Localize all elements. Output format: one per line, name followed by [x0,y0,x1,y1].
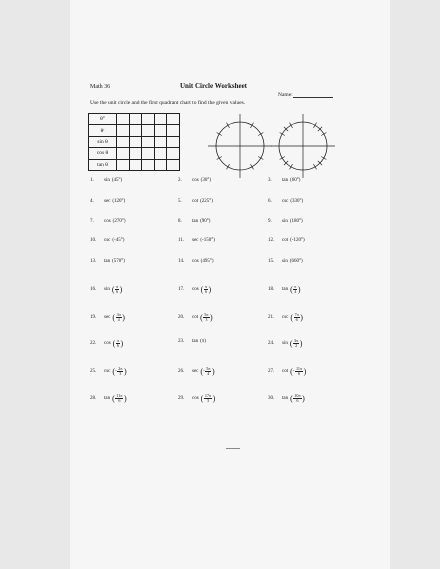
trig-function: sin [282,259,288,264]
angle-argument: (225°) [200,199,213,204]
angle-fraction [294,313,300,322]
left-paren: ( [200,312,203,322]
chart-blank-cell[interactable] [117,125,130,136]
name-label: Name: [278,92,293,98]
angle-fraction [116,339,120,348]
problem-number: 8. [178,219,182,224]
right-paren: ) [302,393,305,403]
left-paren: ( [290,284,293,294]
chart-blank-cell[interactable] [167,159,180,170]
angle-fraction [204,285,208,294]
angle-fraction [115,285,119,294]
left-paren: ( [289,338,293,348]
trig-function: csc [282,199,289,204]
problem-item [90,259,125,264]
problem-number: 30. [268,396,275,402]
right-paren: ) [123,366,127,376]
instructions-text: Use the unit circle and the first quadrant chart to find the given values. [90,100,246,106]
left-paren: ( [290,393,293,403]
problem-number: 11. [178,238,185,243]
problem-item [268,394,305,403]
trig-function: cos [192,259,199,264]
problem-item [178,219,210,224]
problem-item [178,199,213,204]
problem-number: 7. [90,219,94,224]
problem-number: 2. [178,178,182,183]
right-paren: ) [300,312,303,322]
left-paren: ( [111,284,115,294]
angle-argument: (660°) [289,259,303,264]
angle-fraction [115,394,123,403]
problem-number: 19. [90,315,97,321]
problem-number: 21. [268,315,275,321]
chart-blank-cell[interactable] [154,136,167,147]
fraction-numerator: π [116,338,119,343]
trig-function: tan [104,259,111,264]
problem-item [90,367,127,376]
first-quadrant-chart [88,113,180,171]
problem-number: 20. [178,315,185,321]
chart-blank-cell[interactable] [154,125,167,136]
right-paren: ) [210,312,213,322]
angle-fraction [205,367,211,376]
problem-item [268,199,303,204]
trig-function: cot [282,369,289,375]
angle-fraction [203,313,209,322]
problem-item [90,394,127,403]
angle-argument: (90°) [200,219,211,224]
problem-number: 27. [268,369,275,375]
angle-argument: (60°) [290,178,301,183]
trig-function: tan [282,396,289,402]
chart-blank-cell[interactable] [142,148,155,159]
left-paren: ( [112,366,116,376]
trig-function: tan [282,178,289,183]
trig-function: cos [192,178,199,183]
trig-function: cot [192,315,199,321]
problem-number: 29. [178,396,185,402]
right-paren: ) [122,312,125,322]
problem-item [90,199,125,204]
chart-blank-cell[interactable] [142,159,155,170]
problem-number: 10. [90,238,97,243]
problem-number: 15. [268,259,275,264]
trig-function: cos [192,396,199,402]
trig-function: csc [282,315,289,321]
trig-function: sec [104,199,111,204]
chart-blank-cell[interactable] [142,125,155,136]
trig-function: sin [282,219,288,224]
angle-fraction [293,285,297,294]
problem-item [90,313,125,322]
problem-item [90,219,126,224]
trig-function: sin [282,341,288,347]
chart-row [89,114,180,125]
chart-blank-cell[interactable] [117,114,130,125]
trig-function: sin [104,287,110,293]
trig-function: cot [192,199,199,204]
chart-blank-cell[interactable] [129,136,142,147]
problem-item [178,339,206,344]
chart-blank-cell[interactable] [117,136,130,147]
problem-item [178,285,211,294]
trig-function: tan [282,287,289,293]
chart-row [89,159,180,170]
angle-fraction [293,394,301,403]
problem-item [268,285,301,294]
trig-function: sec [192,238,199,243]
fraction-denominator: 6 [295,317,298,323]
chart-row [89,136,180,147]
right-paren: ) [211,366,215,376]
problem-item [90,238,124,243]
angle-fraction [204,394,212,403]
fraction-denominator: 4 [207,371,210,377]
problem-item [268,238,305,243]
fraction-numerator: π [204,284,207,289]
trig-function: sec [104,315,111,321]
problem-number: 4. [90,199,94,204]
problem-item [268,219,303,224]
chart-blank-cell[interactable] [167,136,180,147]
fraction-numerator: 11π [116,393,123,398]
right-paren: ) [119,284,123,294]
chart-row [89,148,180,159]
chart-blank-cell[interactable] [167,125,180,136]
fraction-numerator: 5π [204,312,209,317]
trig-function: csc [104,238,111,243]
problem-number: 5. [178,199,182,204]
trig-function: sec [192,369,199,375]
chart-blank-cell[interactable] [154,114,167,125]
fraction-denominator: 6 [116,343,119,349]
chart-blank-cell[interactable] [154,159,167,170]
chart-row-label: cos θ [89,148,117,159]
angle-fraction [117,367,123,376]
angle-argument: (330°) [290,199,304,204]
chart-blank-cell[interactable] [129,125,142,136]
negative-sign: - [115,369,117,375]
problem-item [178,367,215,376]
trig-function: tan [192,339,199,344]
trig-function: cos [104,341,111,347]
fraction-denominator: 3 [119,371,122,377]
problem-number: 12. [268,238,275,243]
fraction-numerator: 17π [204,393,212,398]
angle-argument: (270°) [112,219,126,224]
left-paren: ( [290,312,294,322]
chart-row-label: θʳ [89,125,117,136]
right-paren: ) [120,338,124,348]
right-paren: ) [212,393,216,403]
problem-number: 14. [178,259,185,264]
problem-item [268,313,303,322]
fraction-numerator: 5π [206,366,211,371]
problem-item [90,285,122,294]
chart-blank-cell[interactable] [129,159,142,170]
trig-function: cot [282,238,289,243]
angle-argument: (-45°) [112,238,125,243]
angle-fraction [116,313,122,322]
negative-sign: - [292,369,295,375]
problem-number: 28. [90,396,97,402]
left-paren: ( [200,393,204,403]
right-paren: ) [123,393,127,403]
angle-argument: (45°) [111,178,123,183]
name-blank-line [293,97,333,98]
problem-item [268,339,302,348]
problem-number: 23. [178,339,185,344]
angle-argument: (570°) [112,259,125,264]
fraction-denominator: 2 [295,343,298,349]
problem-number: 13. [90,259,97,264]
chart-row-label: tan θ [89,159,117,170]
problem-number: 18. [268,287,275,293]
fraction-numerator: π [294,284,297,289]
left-paren: ( [290,366,293,376]
problem-item [90,178,122,183]
problem-number: 6. [268,199,272,204]
problem-number: 24. [268,341,275,347]
fraction-numerator: 11π [295,366,303,371]
chart-row-label: θ° [89,114,117,125]
angle-argument: (-150°) [200,238,215,243]
problem-item [178,238,215,243]
trig-function: sin [104,178,110,183]
trig-function: tan [104,396,111,402]
problem-number: 26. [178,369,185,375]
right-paren: ) [208,284,212,294]
trig-function: tan [192,219,199,224]
chart-blank-cell[interactable] [154,148,167,159]
angle-fraction [293,339,299,348]
course-label: Math 36 [90,84,111,90]
chart-blank-cell[interactable] [117,159,130,170]
angle-argument: (120°) [112,199,126,204]
fraction-denominator: 3 [205,317,208,323]
left-paren: ( [200,366,204,376]
chart-blank-cell[interactable] [167,148,180,159]
left-paren: ( [112,312,116,322]
angle-fraction [292,366,303,377]
chart-row [89,125,180,136]
problem-item [178,259,214,264]
left-paren: ( [112,393,115,403]
right-paren: ) [297,284,301,294]
problem-item [178,313,213,322]
chart-blank-cell[interactable] [167,114,180,125]
problem-item [268,367,306,376]
negative-sign: - [203,369,205,375]
problem-number: 16. [90,287,97,293]
fraction-numerator: 2π [118,366,123,371]
problem-number: 9. [268,219,272,224]
fraction-denominator: 6 [297,371,301,377]
chart-blank-cell[interactable] [117,148,130,159]
fraction-numerator: π [116,284,119,289]
problem-item [90,339,123,348]
trig-function: cos [192,287,199,293]
fraction-numerator: 7π [294,312,299,317]
fraction-denominator: 6 [204,289,207,295]
problem-item [268,178,300,183]
angle-argument: (180°) [289,219,303,224]
problem-item [178,178,211,183]
worksheet-title: Unit Circle Worksheet [180,82,248,90]
right-paren: ) [299,338,303,348]
left-paren: ( [200,284,204,294]
chart-blank-cell[interactable] [129,114,142,125]
problem-number: 17. [178,287,185,293]
scan-mark [226,448,240,449]
trig-function: cos [104,219,111,224]
problem-item [178,394,215,403]
problem-number: 1. [90,178,94,183]
left-paren: ( [112,338,116,348]
chart-blank-cell[interactable] [142,114,155,125]
fraction-numerator: 10π [294,393,301,398]
chart-row-label: sin θ [89,136,117,147]
fraction-numerator: 3π [116,312,121,317]
trig-function: csc [104,369,111,375]
problem-number: 3. [268,178,272,183]
angle-argument: (30°) [200,178,212,183]
chart-blank-cell[interactable] [129,148,142,159]
chart-blank-cell[interactable] [142,136,155,147]
fraction-numerator: 3π [294,338,299,343]
fraction-denominator: 6 [116,289,119,295]
angle-argument: (π) [200,339,206,344]
angle-argument: (-120°) [290,238,305,243]
fraction-denominator: 4 [117,317,120,323]
problem-number: 22. [90,341,97,347]
fraction-denominator: 6 [296,398,299,404]
angle-argument: (495°) [200,259,214,264]
problem-number: 25. [90,369,97,375]
right-paren: ) [303,366,307,376]
problem-item [268,259,303,264]
fraction-denominator: 4 [294,289,297,295]
fraction-denominator: 6 [118,398,121,404]
fraction-denominator: 3 [206,398,210,404]
